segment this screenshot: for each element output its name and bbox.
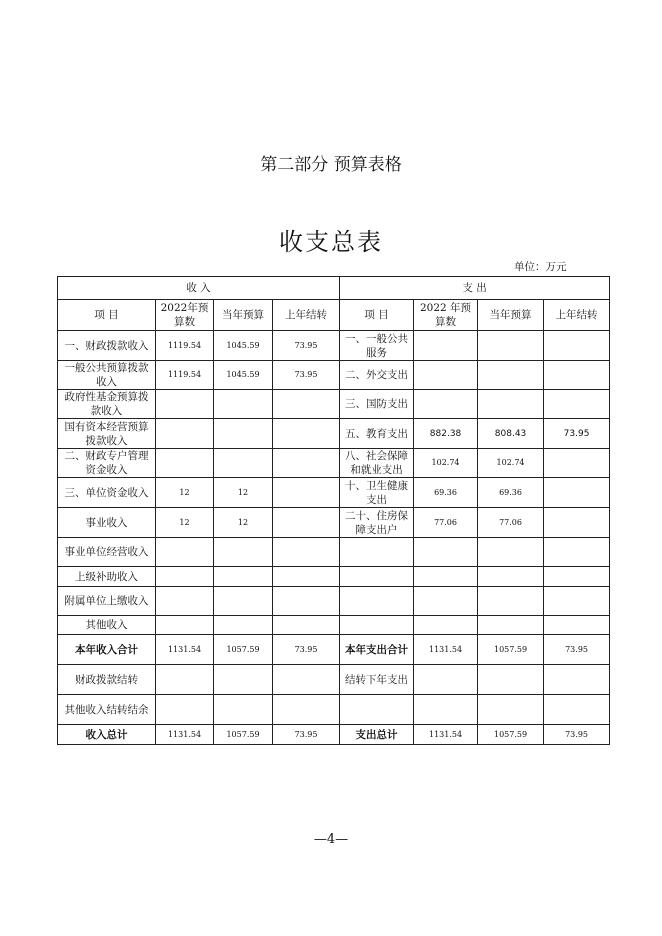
row-label: 十、卫生健康支出 <box>340 478 414 508</box>
cell-value <box>156 665 214 695</box>
cell-value: 73.95 <box>544 725 610 745</box>
row-label: 财政拨款结转 <box>58 665 156 695</box>
row-label: 其他收入结转结余 <box>58 695 156 725</box>
table-row <box>58 635 610 665</box>
cell-value <box>544 587 610 616</box>
cell-value <box>414 331 478 361</box>
cell-value <box>214 390 273 419</box>
row-label: 上级补助收入 <box>58 567 156 587</box>
cell-value <box>273 616 340 635</box>
cell-value <box>273 665 340 695</box>
row-label: 本年收入合计 <box>58 635 156 665</box>
cell-value <box>544 567 610 587</box>
cell-value: 808.43 <box>478 419 544 449</box>
cell-value <box>156 419 214 449</box>
cell-value <box>156 616 214 635</box>
cell-value: 1057.59 <box>214 635 273 665</box>
cell-value <box>544 361 610 390</box>
page-number: —4— <box>313 832 349 847</box>
cell-value <box>544 478 610 508</box>
cell-value <box>156 567 214 587</box>
row-label: 一般公共预算拨款收入 <box>58 361 156 390</box>
cell-value: 77.06 <box>478 508 544 538</box>
cell-value: 1131.54 <box>414 635 478 665</box>
cell-value <box>214 538 273 567</box>
table-row <box>58 665 610 695</box>
row-label: 事业单位经营收入 <box>58 538 156 567</box>
cell-value <box>544 449 610 478</box>
table-row <box>58 331 610 361</box>
cell-value <box>478 538 544 567</box>
cell-value <box>478 616 544 635</box>
column-header: 上年结转 <box>544 300 610 331</box>
row-label: 三、单位资金收入 <box>58 478 156 508</box>
cell-value: 73.95 <box>273 635 340 665</box>
cell-value <box>273 449 340 478</box>
cell-value: 102.74 <box>478 449 544 478</box>
cell-value: 1057.59 <box>478 635 544 665</box>
row-label <box>340 587 414 616</box>
table-row <box>58 449 610 478</box>
cell-value: 882.38 <box>414 419 478 449</box>
table-row <box>58 390 610 419</box>
cell-value <box>414 695 478 725</box>
row-label: 收入总计 <box>58 725 156 745</box>
cell-value <box>273 695 340 725</box>
row-label: 政府性基金预算拨款收入 <box>58 390 156 419</box>
cell-value <box>544 538 610 567</box>
cell-value: 73.95 <box>544 419 610 449</box>
row-label <box>340 695 414 725</box>
unit-label: 单位：万元 <box>514 261 567 273</box>
row-label: 二十、住房保障支出户 <box>340 508 414 538</box>
cell-value <box>414 390 478 419</box>
cell-value: 1057.59 <box>214 725 273 745</box>
cell-value <box>544 616 610 635</box>
cell-value: 69.36 <box>414 478 478 508</box>
cell-value: 77.06 <box>414 508 478 538</box>
cell-value: 1045.59 <box>214 361 273 390</box>
row-label: 一、财政拨款收入 <box>58 331 156 361</box>
table-row <box>58 508 610 538</box>
row-label: 一、一般公共服务 <box>340 331 414 361</box>
row-label: 结转下年支出 <box>340 665 414 695</box>
cell-value: 1131.54 <box>414 725 478 745</box>
row-label: 附属单位上缴收入 <box>58 587 156 616</box>
cell-value <box>478 361 544 390</box>
column-header: 2022年预算数 <box>156 300 214 331</box>
cell-value: 1131.54 <box>156 725 214 745</box>
part-title: 第二部分 预算表格 <box>260 155 402 175</box>
cell-value: 12 <box>214 478 273 508</box>
cell-value: 1057.59 <box>478 725 544 745</box>
cell-value <box>156 695 214 725</box>
table-row <box>58 361 610 390</box>
expense-section-header: 支 出 <box>340 277 610 300</box>
row-label: 其他收入 <box>58 616 156 635</box>
row-label: 二、财政专户管理资金收入 <box>58 449 156 478</box>
cell-value <box>478 567 544 587</box>
table-row <box>58 725 610 745</box>
cell-value <box>414 361 478 390</box>
cell-value: 69.36 <box>478 478 544 508</box>
table-row <box>58 567 610 587</box>
cell-value <box>214 616 273 635</box>
cell-value: 1119.54 <box>156 361 214 390</box>
cell-value <box>544 331 610 361</box>
row-label: 八、社会保障和就业支出 <box>340 449 414 478</box>
cell-value <box>414 538 478 567</box>
cell-value: 12 <box>214 508 273 538</box>
column-header: 项 目 <box>58 300 156 331</box>
cell-value <box>273 508 340 538</box>
cell-value <box>478 695 544 725</box>
table-row <box>58 478 610 508</box>
cell-value <box>156 449 214 478</box>
cell-value <box>156 587 214 616</box>
row-label: 三、国防支出 <box>340 390 414 419</box>
cell-value <box>273 567 340 587</box>
cell-value <box>273 390 340 419</box>
cell-value: 73.95 <box>544 635 610 665</box>
cell-value: 73.95 <box>273 725 340 745</box>
row-label <box>340 538 414 567</box>
cell-value <box>214 449 273 478</box>
cell-value: 102.74 <box>414 449 478 478</box>
cell-value <box>414 587 478 616</box>
cell-value <box>156 538 214 567</box>
cell-value: 73.95 <box>273 361 340 390</box>
row-label: 五、教育支出 <box>340 419 414 449</box>
table-row <box>58 695 610 725</box>
cell-value <box>414 616 478 635</box>
budget-summary-table <box>57 276 610 745</box>
cell-value <box>544 390 610 419</box>
cell-value: 1045.59 <box>214 331 273 361</box>
table-title: 收支总表 <box>279 228 383 256</box>
row-label: 支出总计 <box>340 725 414 745</box>
cell-value: 12 <box>156 508 214 538</box>
cell-value <box>414 665 478 695</box>
cell-value <box>478 587 544 616</box>
cell-value <box>478 665 544 695</box>
row-label <box>340 616 414 635</box>
cell-value <box>544 665 610 695</box>
cell-value: 12 <box>156 478 214 508</box>
column-header: 上年结转 <box>273 300 340 331</box>
cell-value <box>214 665 273 695</box>
cell-value <box>273 419 340 449</box>
cell-value: 73.95 <box>273 331 340 361</box>
cell-value <box>544 508 610 538</box>
column-header: 当年预算 <box>214 300 273 331</box>
cell-value <box>414 567 478 587</box>
column-header: 当年预算 <box>478 300 544 331</box>
column-header: 项 目 <box>340 300 414 331</box>
table-row <box>58 616 610 635</box>
column-header: 2022 年预算数 <box>414 300 478 331</box>
cell-value <box>214 695 273 725</box>
cell-value <box>273 478 340 508</box>
cell-value <box>214 419 273 449</box>
cell-value <box>214 587 273 616</box>
cell-value: 1131.54 <box>156 635 214 665</box>
table-row <box>58 538 610 567</box>
cell-value <box>273 587 340 616</box>
table-row <box>58 587 610 616</box>
row-label: 事业收入 <box>58 508 156 538</box>
cell-value <box>273 538 340 567</box>
income-section-header: 收 入 <box>58 277 340 300</box>
row-label: 国有资本经营预算拨款收入 <box>58 419 156 449</box>
cell-value <box>478 331 544 361</box>
table-row <box>58 419 610 449</box>
cell-value <box>544 695 610 725</box>
row-label: 本年支出合计 <box>340 635 414 665</box>
row-label <box>340 567 414 587</box>
cell-value <box>156 390 214 419</box>
cell-value: 1119.54 <box>156 331 214 361</box>
cell-value <box>478 390 544 419</box>
cell-value <box>214 567 273 587</box>
row-label: 二、外交支出 <box>340 361 414 390</box>
